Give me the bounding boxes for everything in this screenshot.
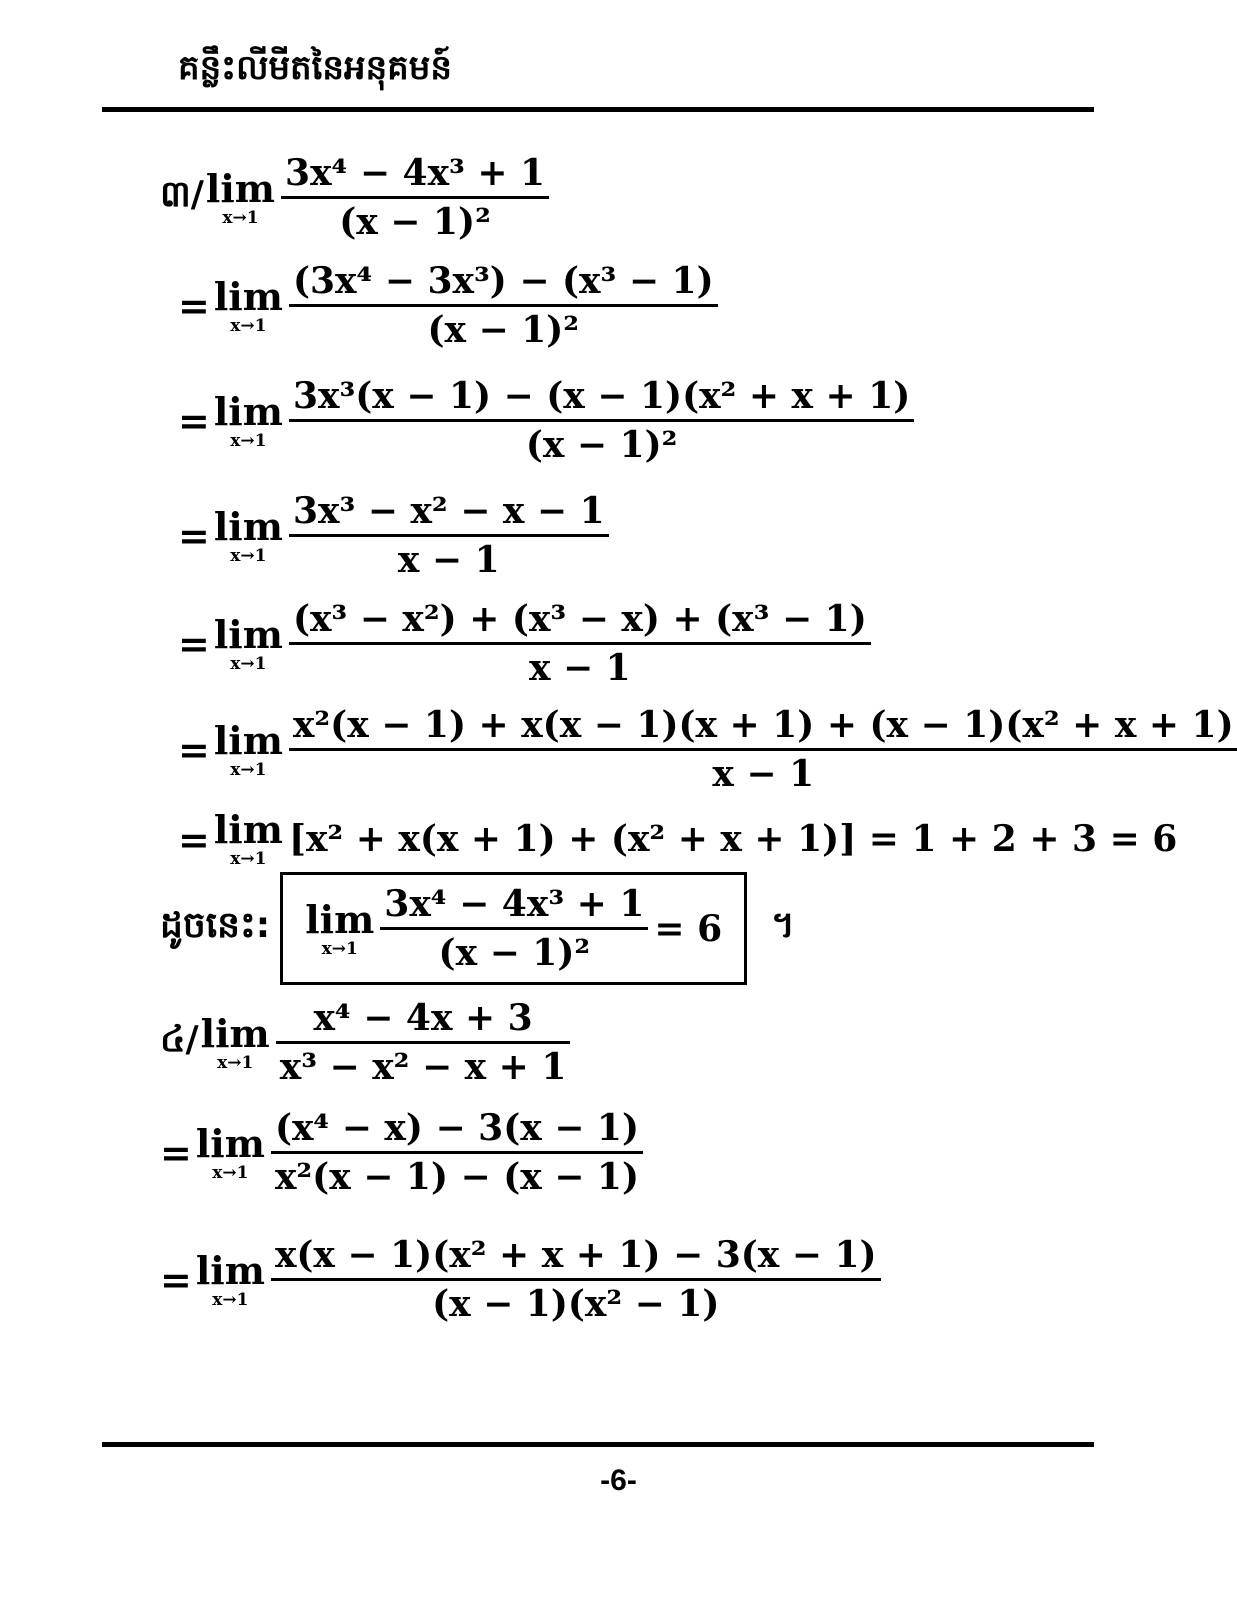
p3-line-7: = lim x→1 [x² + x(x + 1) + (x² + x + 1)] = 1 + 2 + 3 = 6: [178, 807, 1178, 869]
limit-operator: lim x→1: [305, 896, 375, 959]
bracket-expression: [x² + x(x + 1) + (x² + x + 1)] = 1 + 2 + 3 = 6: [288, 818, 1178, 860]
p3-line-6: = lim x→1 $\frac{\text{x²(x − 1) + x(x − 1)(x + 1) + (x − 1)(x² + x + 1)}}{x - 1}$: [178, 702, 1237, 797]
header-title: គន្លឹះលីមីតនៃអនុគមន៍: [178, 48, 452, 88]
limit-operator: lim x→1: [213, 717, 283, 780]
p3-line-5: = lim x→1 $\frac{\text{(x³ − x²) + (x³ − x) + (x³ − 1)}}{x - 1}$: [178, 596, 871, 691]
fraction: $\frac{\text{x(x − 1)(x² + x + 1) − 3(x − 1)}}{\text{(x − 1)(x² − 1)}}$: [271, 1232, 881, 1327]
p4-line-3: = lim x→1 $\frac{\text{x(x − 1)(x² + x + 1) − 3(x − 1)}}{\text{(x − 1)(x² − 1)}}$: [160, 1232, 881, 1327]
p3-line-2: = lim x→1 $\frac{\text{(3x⁴ − 3x³) − (x³ − 1)}}{\text{(x − 1)²}}$: [178, 258, 718, 353]
header-rule: [102, 107, 1094, 112]
limit-operator: lim x→1: [213, 503, 283, 566]
conclusion-label: ដូចនេះ:: [160, 905, 271, 946]
p3-conclusion: [160, 872, 797, 985]
answer-box: [280, 872, 747, 985]
answer-result: = 6: [654, 907, 723, 950]
footer-rule: [102, 1442, 1094, 1447]
fraction: $\frac{\text{(x⁴ − x) − 3(x − 1)}}{\text{x²(x − 1) − (x − 1)}}$: [271, 1105, 643, 1200]
fraction: $\frac{\text{3x³(x − 1) − (x − 1)(x² + x + 1)}}{\text{(x − 1)²}}$: [289, 373, 914, 468]
p4-line-1: [160, 995, 570, 1090]
fraction: $\frac{\text{(x³ − x²) + (x³ − x) + (x³ − 1)}}{x - 1}$: [289, 596, 871, 691]
end-mark: ។: [771, 905, 795, 946]
limit-operator: lim x→1: [205, 165, 276, 228]
limit-operator: lim x→1: [213, 611, 283, 674]
limit-operator: lim x→1: [213, 807, 283, 869]
p3-line-4: = lim x→1 $\frac{\text{3x³ − x² − x − 1}}{x - 1}$: [178, 488, 609, 583]
limit-operator: lim x→1: [200, 1010, 270, 1073]
problem-label: ៤/: [160, 1019, 199, 1060]
problem-label: ៣/: [160, 174, 204, 215]
p3-line-3: = lim x→1 $\frac{\text{3x³(x − 1) − (x − 1)(x² + x + 1)}}{\text{(x − 1)²}}$: [178, 373, 914, 468]
limit-operator: lim x→1: [213, 388, 283, 451]
fraction: $\frac{\text{3x⁴ − 4x³ + 1}}{\text{(x − 1)²}}$: [380, 881, 648, 976]
page-number: -6-: [600, 1464, 637, 1497]
fraction: $\frac{\text{x⁴ − 4x + 3}}{\text{x³ − x² − x + 1}}$: [276, 995, 571, 1090]
limit-operator: lim x→1: [213, 273, 283, 336]
p4-line-2: = lim x→1 $\frac{\text{(x⁴ − x) − 3(x − 1)}}{\text{x²(x − 1) − (x − 1)}}$: [160, 1105, 643, 1200]
fraction: $\frac{\text{3x⁴ − 4x³ + 1}}{\text{(x − 1)²}}$: [281, 150, 549, 245]
fraction: $\frac{\text{(3x⁴ − 3x³) − (x³ − 1)}}{\text{(x − 1)²}}$: [289, 258, 718, 353]
limit-operator: lim x→1: [195, 1120, 265, 1183]
fraction: $\frac{\text{3x³ − x² − x − 1}}{x - 1}$: [289, 488, 609, 583]
limit-operator: lim x→1: [195, 1247, 265, 1310]
fraction: $\frac{\text{x²(x − 1) + x(x − 1)(x + 1) + (x − 1)(x² + x + 1)}}{x - 1}$: [289, 702, 1237, 797]
p3-line-1: [160, 150, 549, 245]
